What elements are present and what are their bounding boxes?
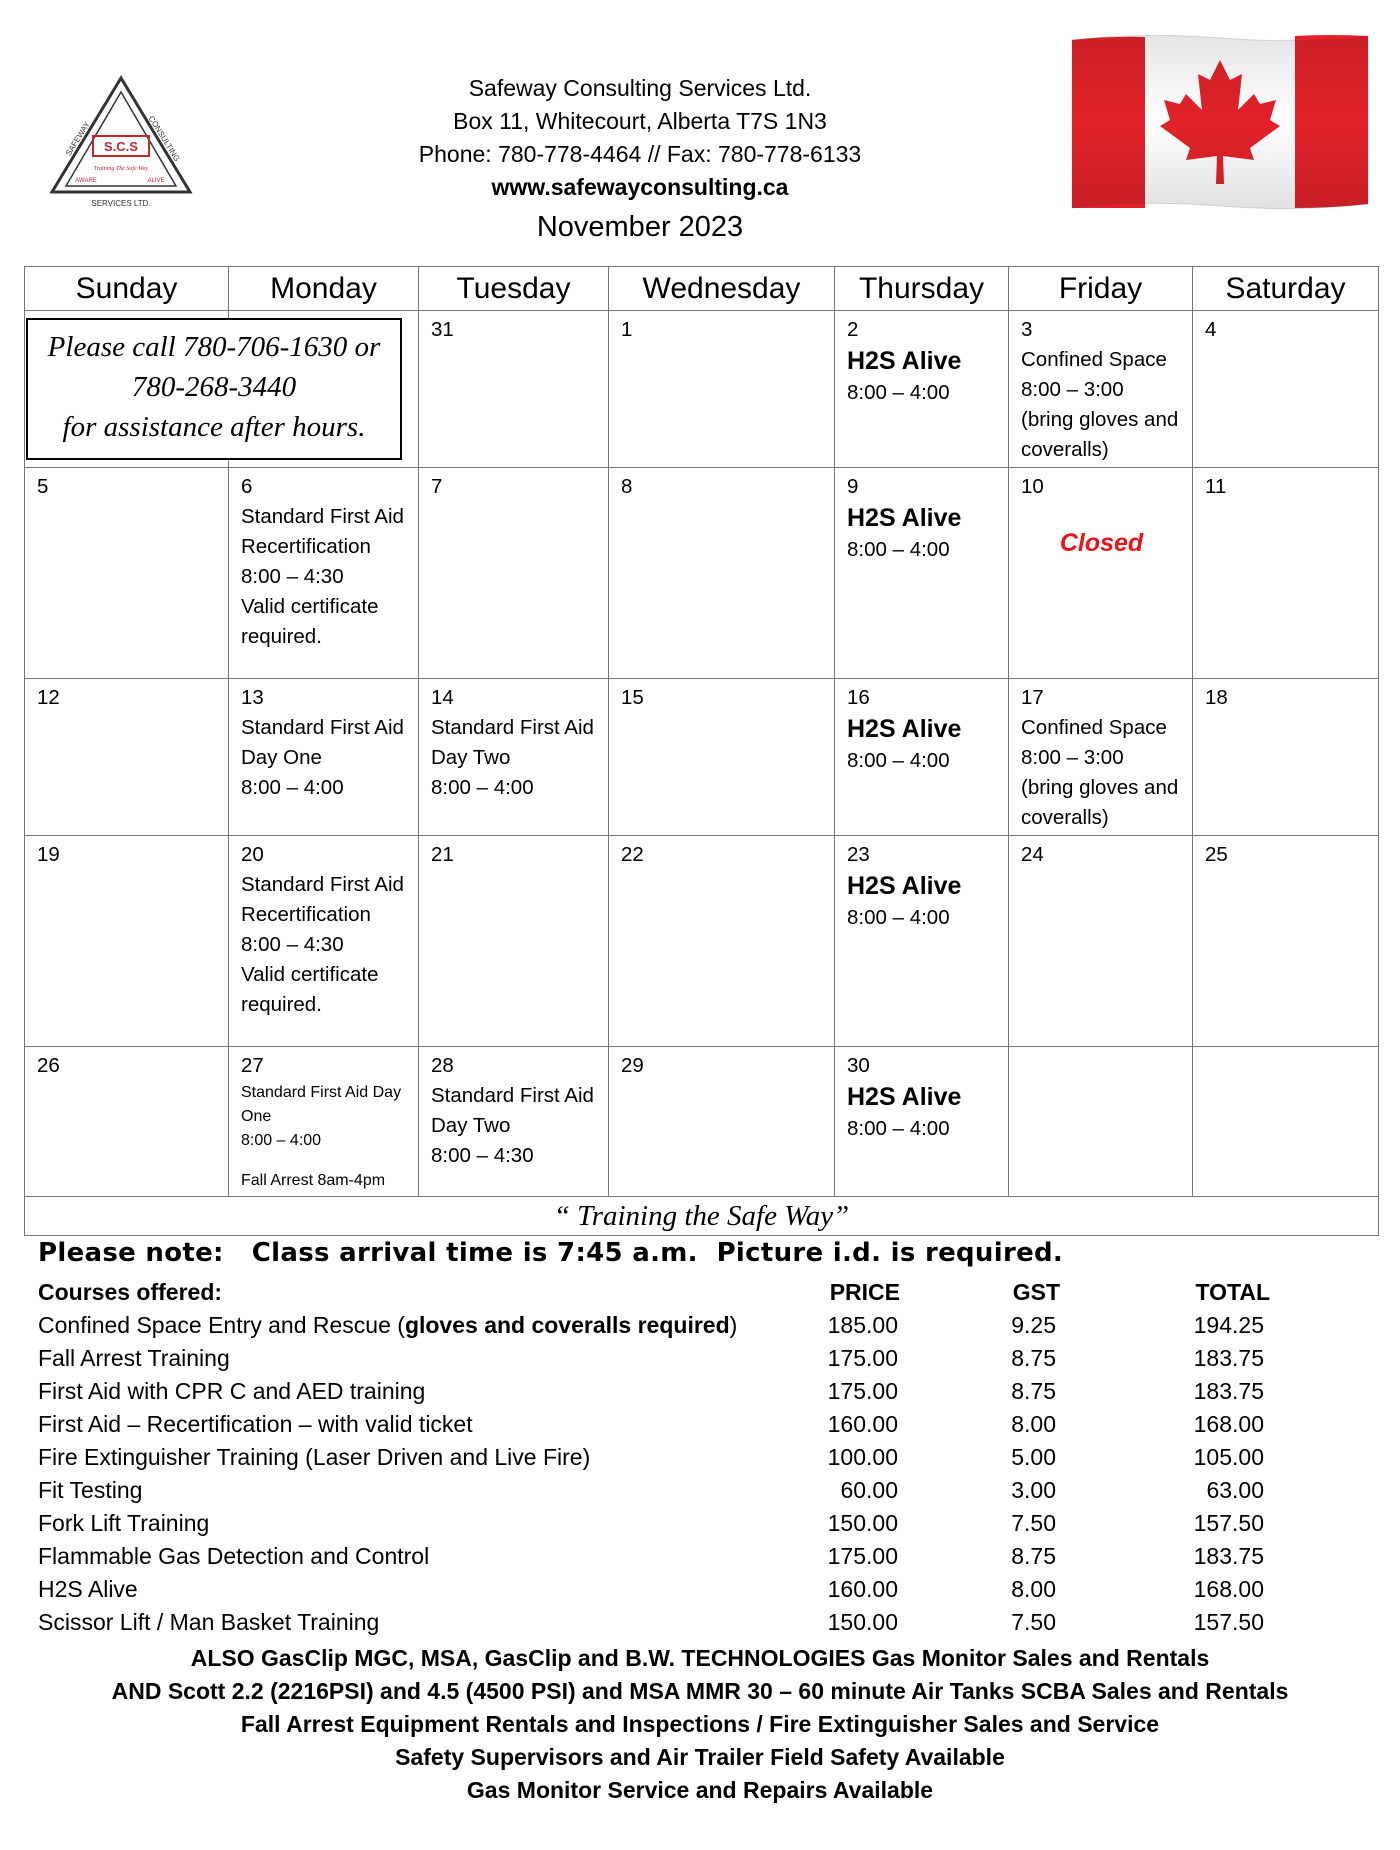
course-price: 175.00 <box>827 1345 898 1371</box>
course-name: Fork Lift Training <box>38 1510 210 1536</box>
event-time: 8:00 – 4:00 <box>241 776 344 799</box>
calendar-week <box>25 1047 1379 1197</box>
course-row <box>38 1441 1338 1474</box>
course-total: 157.50 <box>1193 1609 1264 1635</box>
course-total: 183.75 <box>1193 1543 1264 1569</box>
course-name: First Aid – Recertification – with valid ticket <box>38 1411 473 1437</box>
day-number: 19 <box>37 843 60 866</box>
courses-header-row <box>38 1276 1338 1309</box>
logo-bottom-text: SERVICES LTD. <box>91 199 151 208</box>
after-hours-line: 780-268-3440 <box>131 371 297 403</box>
course-row <box>38 1309 1338 1342</box>
after-hours-notice <box>26 318 402 460</box>
course-gst: 3.00 <box>1011 1477 1056 1503</box>
event-title: Standard First Aid Recertification <box>241 505 404 558</box>
event-time: 8:00 – 3:00 <box>1021 746 1124 769</box>
company-phone: Phone: 780-778-4464 // Fax: 780-778-6133 <box>418 141 862 167</box>
event-title: H2S Alive <box>847 1083 962 1111</box>
event-title: H2S Alive <box>847 872 962 900</box>
course-name: First Aid with CPR C and AED training <box>38 1378 426 1404</box>
logo-slogan: Training The Safe Way <box>93 166 149 172</box>
course-name: Flammable Gas Detection and Control <box>38 1543 430 1569</box>
course-price: 100.00 <box>827 1444 898 1470</box>
day-number: 27 <box>241 1054 264 1077</box>
course-row <box>38 1474 1338 1507</box>
course-total: 157.50 <box>1193 1510 1264 1536</box>
event-title: Confined Space <box>1021 348 1167 371</box>
company-header <box>330 72 950 248</box>
event-time: 8:00 – 4:00 <box>241 1132 322 1149</box>
logo-initials: S.C.S <box>104 139 138 154</box>
day-cell <box>1193 468 1379 679</box>
event-note: (bring gloves and coveralls) <box>1021 408 1179 461</box>
course-name: Fit Testing <box>38 1477 143 1503</box>
day-cell <box>609 836 835 1047</box>
course-gst: 8.00 <box>1011 1576 1056 1602</box>
after-hours-line: Please call 780-706-1630 or <box>47 331 381 363</box>
course-price: 175.00 <box>827 1543 898 1569</box>
course-row <box>38 1573 1338 1606</box>
logo-right-text: CONSULTING <box>146 114 182 164</box>
footer-line: Fall Arrest Equipment Rentals and Inspections / Fire Extinguisher Sales and Service <box>240 1711 1160 1737</box>
day-number: 20 <box>241 843 264 866</box>
course-gst: 9.25 <box>1011 1312 1056 1338</box>
calendar-week <box>25 679 1379 836</box>
course-name: Fall Arrest Training <box>38 1345 230 1371</box>
day-cell <box>835 1047 1009 1197</box>
logo-aware: AWARE <box>75 178 97 184</box>
day-number: 8 <box>621 475 633 498</box>
course-total: 168.00 <box>1193 1411 1264 1437</box>
after-hours-line: for assistance after hours. <box>62 411 366 443</box>
day-cell <box>609 1047 835 1197</box>
day-number: 25 <box>1205 843 1228 866</box>
course-name: Scissor Lift / Man Basket Training <box>38 1609 380 1635</box>
company-logo <box>46 74 196 210</box>
event-title: H2S Alive <box>847 715 962 743</box>
day-number: 5 <box>37 475 49 498</box>
calendar-week <box>25 468 1379 679</box>
event-title: Standard First Aid Day Two <box>431 716 594 769</box>
class-arrival-note: Please note: Class arrival time is 7:45 a.m. Picture i.d. is required. <box>38 1238 1064 1268</box>
course-price: 185.00 <box>827 1312 898 1338</box>
logo-triangle-icon <box>46 74 196 210</box>
maple-leaf-icon <box>1070 32 1370 212</box>
course-row <box>38 1408 1338 1441</box>
event-time: 8:00 – 4:00 <box>847 1117 950 1140</box>
company-name: Safeway Consulting Services Ltd. <box>468 75 812 101</box>
day-cell <box>25 468 229 679</box>
logo-left-text: SAFEWAY <box>63 120 92 158</box>
event-title: Standard First Aid Day Two <box>431 1084 594 1137</box>
course-total: 194.25 <box>1193 1312 1264 1338</box>
course-gst: 8.75 <box>1011 1378 1056 1404</box>
day-number: 28 <box>431 1054 454 1077</box>
course-name: Confined Space Entry and Rescue (gloves and coveralls required) <box>38 1312 738 1338</box>
event-title: Standard First Aid Recertification <box>241 873 404 926</box>
logo-alive: ALIVE <box>147 178 165 184</box>
day-number: 22 <box>621 843 644 866</box>
event-title: Confined Space <box>1021 716 1167 739</box>
course-price: 150.00 <box>827 1609 898 1635</box>
course-gst: 8.75 <box>1011 1345 1056 1371</box>
day-cell <box>1009 679 1193 836</box>
day-number: 29 <box>621 1054 644 1077</box>
day-cell <box>1009 311 1193 468</box>
course-name: H2S Alive <box>38 1576 138 1602</box>
day-number: 14 <box>431 686 454 709</box>
course-gst: 8.00 <box>1011 1411 1056 1437</box>
day-cell <box>419 468 609 679</box>
course-price: 60.00 <box>840 1477 898 1503</box>
footer-line: AND Scott 2.2 (2216PSI) and 4.5 (4500 PSI) and MSA MMR 30 – 60 minute Air Tanks SCBA Sales and Rentals <box>111 1678 1289 1704</box>
event-time: 8:00 – 4:00 <box>847 906 950 929</box>
day-number: 10 <box>1021 475 1044 498</box>
day-cell <box>419 679 609 836</box>
day-cell <box>1193 679 1379 836</box>
weekday-header-row <box>25 267 1379 311</box>
course-price: 150.00 <box>827 1510 898 1536</box>
day-cell <box>25 836 229 1047</box>
footer-line: Gas Monitor Service and Repairs Available <box>466 1777 934 1803</box>
course-total: 183.75 <box>1193 1345 1264 1371</box>
day-cell <box>835 311 1009 468</box>
motto-row <box>25 1197 1379 1236</box>
event-title: Standard First Aid Day One <box>241 1084 402 1125</box>
motto-text: “ Training the Safe Way” <box>25 1197 1379 1236</box>
company-address: Box 11, Whitecourt, Alberta T7S 1N3 <box>453 108 827 134</box>
day-cell <box>1009 468 1193 679</box>
course-gst: 7.50 <box>1011 1609 1056 1635</box>
course-total: 63.00 <box>1206 1477 1264 1503</box>
total-column-header: TOTAL <box>1195 1279 1270 1305</box>
day-cell <box>229 679 419 836</box>
day-number: 16 <box>847 686 870 709</box>
day-number: 24 <box>1021 843 1044 866</box>
day-cell <box>419 836 609 1047</box>
weekday-saturday: Saturday <box>1193 267 1379 311</box>
day-cell <box>609 468 835 679</box>
day-number: 4 <box>1205 318 1217 341</box>
event-note: Valid certificate required. <box>241 963 379 1016</box>
course-row <box>38 1606 1338 1639</box>
day-number: 21 <box>431 843 454 866</box>
day-number: 2 <box>847 318 859 341</box>
course-row <box>38 1507 1338 1540</box>
canada-flag <box>1070 32 1370 212</box>
day-cell <box>835 468 1009 679</box>
day-cell <box>609 311 835 468</box>
courses-header-label: Courses offered: <box>38 1279 223 1305</box>
course-row <box>38 1540 1338 1573</box>
course-gst: 5.00 <box>1011 1444 1056 1470</box>
event-time: 8:00 – 4:00 <box>431 776 534 799</box>
closed-label: Closed <box>1059 529 1144 557</box>
event-time: 8:00 – 4:00 <box>847 381 950 404</box>
day-number: 9 <box>847 475 859 498</box>
course-gst: 8.75 <box>1011 1543 1056 1569</box>
day-number: 7 <box>431 475 443 498</box>
services-footer <box>40 1642 1360 1807</box>
event-extra: Fall Arrest 8am-4pm <box>241 1172 386 1189</box>
footer-line: Safety Supervisors and Air Trailer Field Safety Available <box>395 1744 1005 1770</box>
course-price: 160.00 <box>827 1576 898 1602</box>
weekday-thursday: Thursday <box>835 267 1009 311</box>
day-cell <box>1009 836 1193 1047</box>
event-time: 8:00 – 4:30 <box>241 933 344 956</box>
course-name: Fire Extinguisher Training (Laser Driven and Live Fire) <box>38 1444 591 1470</box>
day-cell-empty <box>1009 1047 1193 1197</box>
day-number: 23 <box>847 843 870 866</box>
day-number: 15 <box>621 686 644 709</box>
course-price: 175.00 <box>827 1378 898 1404</box>
day-number: 31 <box>431 318 454 341</box>
day-number: 26 <box>37 1054 60 1077</box>
gst-column-header: GST <box>1012 1279 1060 1305</box>
event-time: 8:00 – 4:00 <box>847 538 950 561</box>
event-title: Standard First Aid Day One <box>241 716 404 769</box>
day-cell <box>609 679 835 836</box>
course-gst: 7.50 <box>1011 1510 1056 1536</box>
day-cell <box>1193 836 1379 1047</box>
event-note: (bring gloves and coveralls) <box>1021 776 1179 829</box>
day-cell <box>25 679 229 836</box>
course-price: 160.00 <box>827 1411 898 1437</box>
event-time: 8:00 – 3:00 <box>1021 378 1124 401</box>
day-number: 12 <box>37 686 60 709</box>
courses-price-table <box>38 1276 1338 1639</box>
day-cell <box>419 311 609 468</box>
course-row <box>38 1375 1338 1408</box>
day-cell <box>25 1047 229 1197</box>
weekday-friday: Friday <box>1009 267 1193 311</box>
day-number: 3 <box>1021 318 1033 341</box>
day-number: 30 <box>847 1054 870 1077</box>
day-number: 18 <box>1205 686 1228 709</box>
day-cell <box>835 679 1009 836</box>
day-cell <box>419 1047 609 1197</box>
course-total: 105.00 <box>1193 1444 1264 1470</box>
calendar-month: November 2023 <box>536 211 744 243</box>
weekday-wednesday: Wednesday <box>609 267 835 311</box>
day-cell <box>229 468 419 679</box>
course-total: 168.00 <box>1193 1576 1264 1602</box>
event-time: 8:00 – 4:30 <box>431 1144 534 1167</box>
calendar-week <box>25 836 1379 1047</box>
weekday-tuesday: Tuesday <box>419 267 609 311</box>
day-cell <box>229 1047 419 1197</box>
weekday-sunday: Sunday <box>25 267 229 311</box>
event-title: H2S Alive <box>847 347 962 375</box>
day-number: 11 <box>1205 475 1227 498</box>
day-number: 17 <box>1021 686 1044 709</box>
day-cell <box>835 836 1009 1047</box>
company-website[interactable]: www.safewayconsulting.ca <box>491 174 789 200</box>
day-number: 1 <box>621 318 633 341</box>
event-title: H2S Alive <box>847 504 962 532</box>
event-note: Valid certificate required. <box>241 595 379 648</box>
day-cell <box>229 836 419 1047</box>
day-cell-empty <box>1193 1047 1379 1197</box>
day-cell <box>1193 311 1379 468</box>
weekday-monday: Monday <box>229 267 419 311</box>
price-column-header: PRICE <box>829 1279 900 1305</box>
course-total: 183.75 <box>1193 1378 1264 1404</box>
day-number: 6 <box>241 475 253 498</box>
course-row <box>38 1342 1338 1375</box>
event-time: 8:00 – 4:00 <box>847 749 950 772</box>
event-time: 8:00 – 4:30 <box>241 565 344 588</box>
day-number: 13 <box>241 686 264 709</box>
footer-line: ALSO GasClip MGC, MSA, GasClip and B.W. TECHNOLOGIES Gas Monitor Sales and Rentals <box>190 1645 1210 1671</box>
course-requirement: gloves and coveralls required <box>404 1312 730 1338</box>
